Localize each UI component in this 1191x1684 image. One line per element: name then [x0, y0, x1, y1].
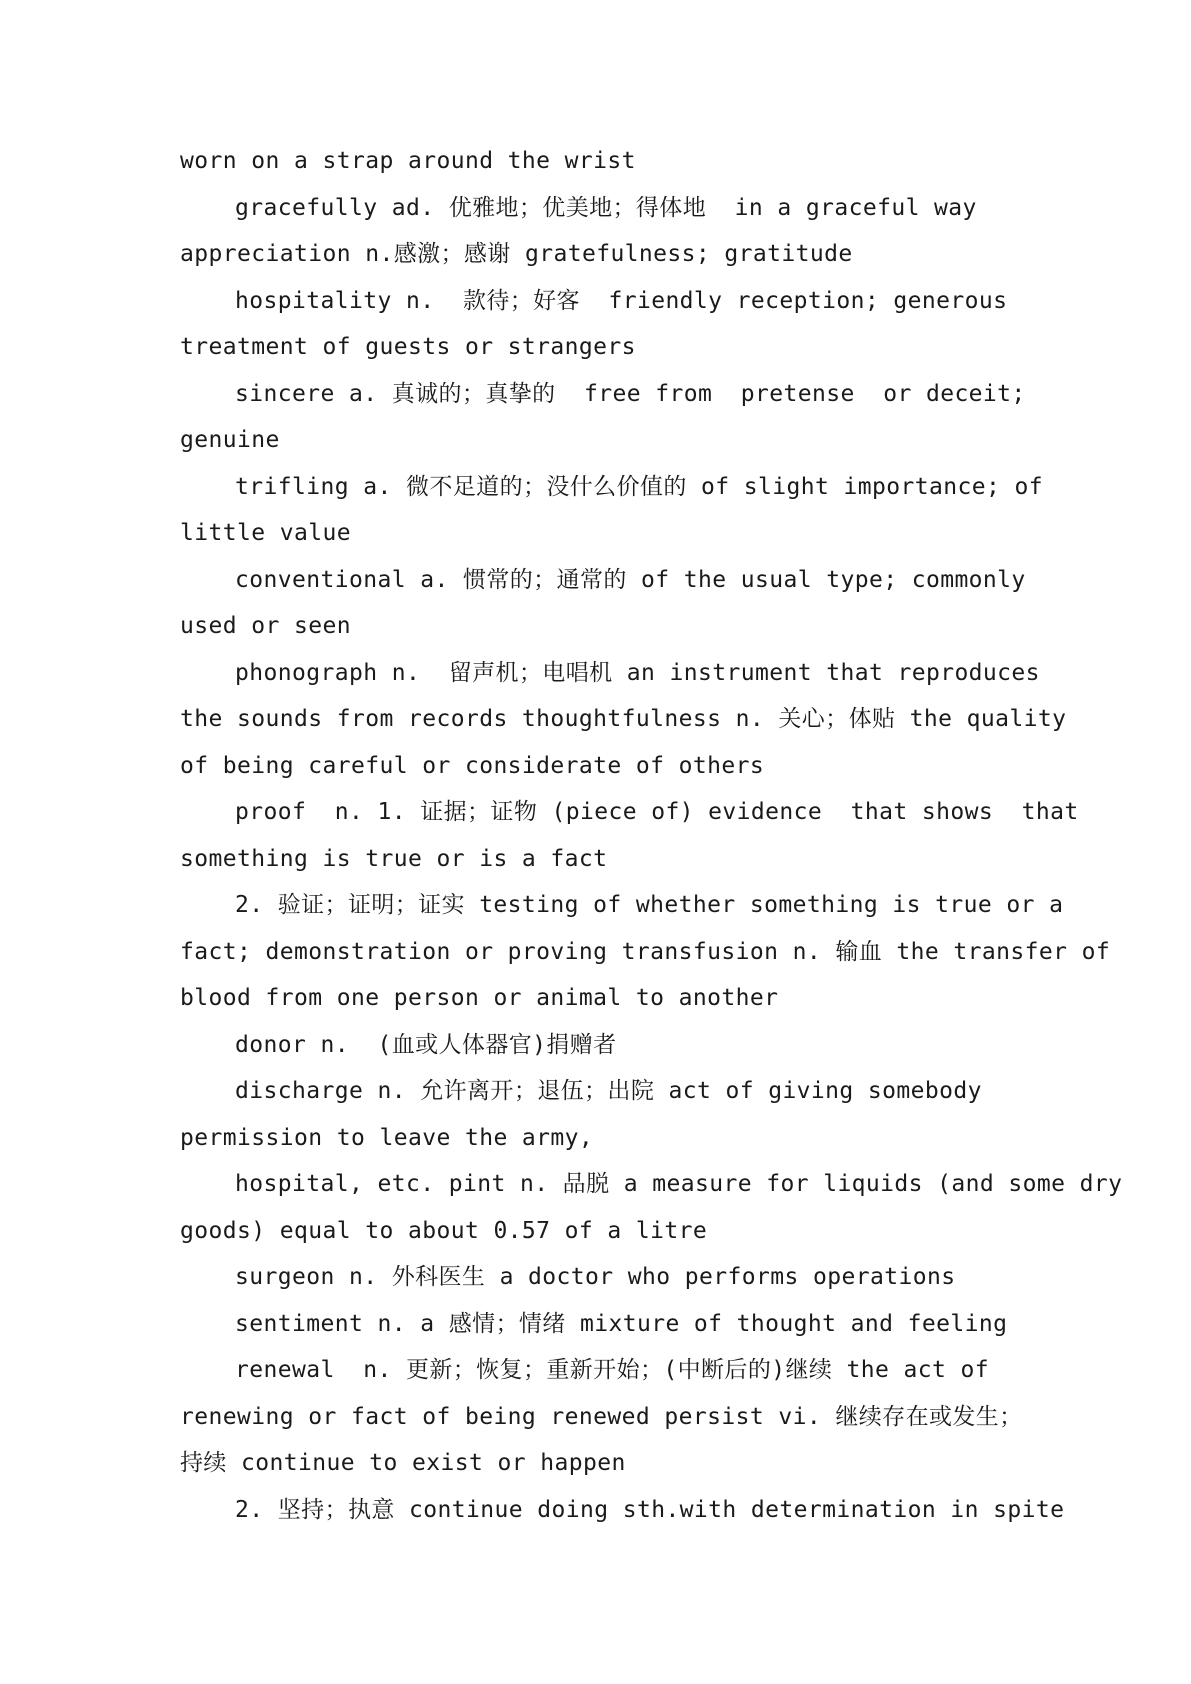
text-line: permission to leave the army,	[180, 1124, 594, 1151]
text-line: worn on a strap around the wrist	[180, 148, 636, 174]
text-line: discharge n. 允许离开；退伍；出院 act of giving somebody	[235, 1078, 982, 1104]
text-line: 2. 验证；证明；证实 testing of whether something is true or a	[235, 892, 1064, 918]
text-line: 2. 坚持；执意 continue doing sth.with determination in spite	[235, 1496, 1065, 1523]
text-line: blood from one person or animal to another	[180, 985, 779, 1011]
text-line: of being careful or considerate of others	[180, 752, 765, 779]
text-line: surgeon n. 外科医生 a doctor who performs operations	[235, 1264, 956, 1290]
text-line: renewing or fact of being renewed persist vi. 继续存在或发生；	[180, 1403, 1023, 1430]
text-line: renewal n. 更新；恢复；重新开始；(中断后的)继续 the act of	[235, 1357, 989, 1383]
text-line: something is true or is a fact	[180, 845, 608, 872]
text-line: goods) equal to about 0.57 of a litre	[180, 1217, 708, 1244]
text-line: proof n. 1. 证据；证物 (piece of) evidence that shows that	[235, 799, 1079, 825]
text-line: appreciation n.感激；感谢 gratefulness; gratitude	[180, 241, 853, 267]
text-line: hospital, etc. pint n. 品脱 a measure for liquids (and some dry	[235, 1171, 1123, 1197]
text-line: hospitality n. 款待；好客 friendly reception; generous	[235, 287, 1008, 314]
text-line: donor n. (血或人体器官)捐赠者	[235, 1031, 617, 1058]
text-line: trifling a. 微不足道的；没什么价值的 of slight importance; of	[235, 473, 1043, 500]
text-line: 持续 continue to exist or happen	[180, 1450, 626, 1476]
document-body	[180, 138, 1123, 1533]
text-line: phonograph n. 留声机；电唱机 an instrument that reproduces	[235, 659, 1040, 686]
text-line: little value	[180, 520, 351, 546]
text-line: sentiment n. a 感情；情绪 mixture of thought and feeling	[235, 1310, 1008, 1337]
text-line: conventional a. 惯常的；通常的 of the usual type; commonly	[235, 566, 1026, 593]
text-line: used or seen	[180, 613, 351, 639]
text-line: the sounds from records thoughtfulness n. 关心；体贴 the quality	[180, 706, 1067, 732]
text-line: fact; demonstration or proving transfusion n. 输血 the transfer of	[180, 938, 1111, 965]
text-line: gracefully ad. 优雅地；优美地；得体地 in a graceful way	[235, 194, 977, 221]
text-line: treatment of guests or strangers	[180, 334, 636, 360]
text-line: sincere a. 真诚的；真挚的 free from pretense or deceit;	[235, 380, 1026, 407]
text-line: genuine	[180, 427, 280, 453]
